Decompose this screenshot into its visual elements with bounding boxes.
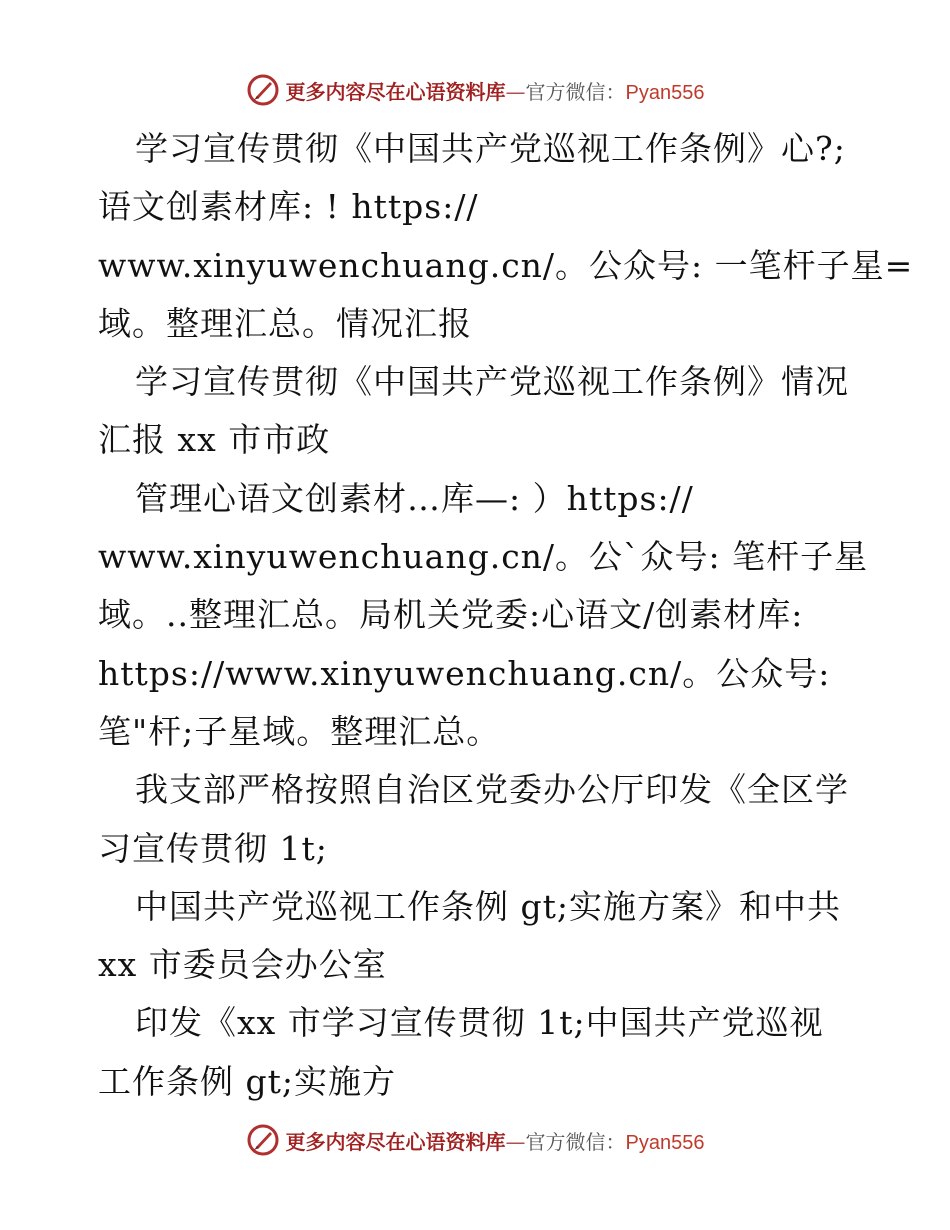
text-line: 我支部严格按照自治区党委办公厅印发《全区学 <box>135 770 849 810</box>
banner-lead: 更多内容尽在心语资料库 <box>285 79 506 104</box>
banner-wechat-label: 官方微信： <box>525 79 626 104</box>
text-line: 语文创素材库: ! https:// <box>98 187 479 227</box>
text-line: 域。整理汇总。情况汇报 <box>98 303 472 343</box>
text-line: xx 市委员会办公室 <box>98 945 387 985</box>
text-line: www.xinyuwenchuang.cn/。公众号: 一笔杆子星= <box>98 245 914 285</box>
text-line: 域。..整理汇总。局机关党委:心语文/创素材库: <box>98 595 804 635</box>
quill-logo-icon <box>246 73 280 107</box>
text-line: 学习宣传贯彻《中国共产党巡视工作条例》心?; <box>135 129 846 168</box>
text-line: 习宣传贯彻 1t; <box>98 828 328 868</box>
text-line: 笔"杆;子星域。整理汇总。 <box>98 711 501 751</box>
header-banner <box>0 70 950 110</box>
banner-text <box>286 76 705 105</box>
document-body <box>98 120 914 1111</box>
text-line: https://www.xinyuwenchuang.cn/。公众号: <box>98 653 831 693</box>
text-line: 印发《xx 市学习宣传贯彻 1t;中国共产党巡视 <box>135 1003 824 1043</box>
quill-logo-icon <box>246 1123 280 1157</box>
banner-wechat-label: 官方微信： <box>525 1129 626 1154</box>
footer-banner <box>0 1120 950 1160</box>
text-line: www.xinyuwenchuang.cn/。公`众号: 笔杆子星 <box>98 537 869 577</box>
text-line: 工作条例 gt;实施方 <box>98 1061 396 1101</box>
text-line: 汇报 xx 市市政 <box>98 420 331 460</box>
banner-wechat-id: Pyan556 <box>625 81 705 104</box>
banner-dash: — <box>505 79 526 104</box>
text-line: 管理心语文创素材…库—: ）https:// <box>135 478 694 518</box>
text-line: 学习宣传贯彻《中国共产党巡视工作条例》情况 <box>135 362 849 402</box>
banner-wechat-id: Pyan556 <box>625 1131 705 1154</box>
text-line: 中国共产党巡视工作条例 gt;实施方案》和中共 <box>135 886 841 926</box>
banner-text <box>286 1126 705 1155</box>
banner-lead: 更多内容尽在心语资料库 <box>285 1129 506 1154</box>
banner-dash: — <box>505 1129 526 1154</box>
